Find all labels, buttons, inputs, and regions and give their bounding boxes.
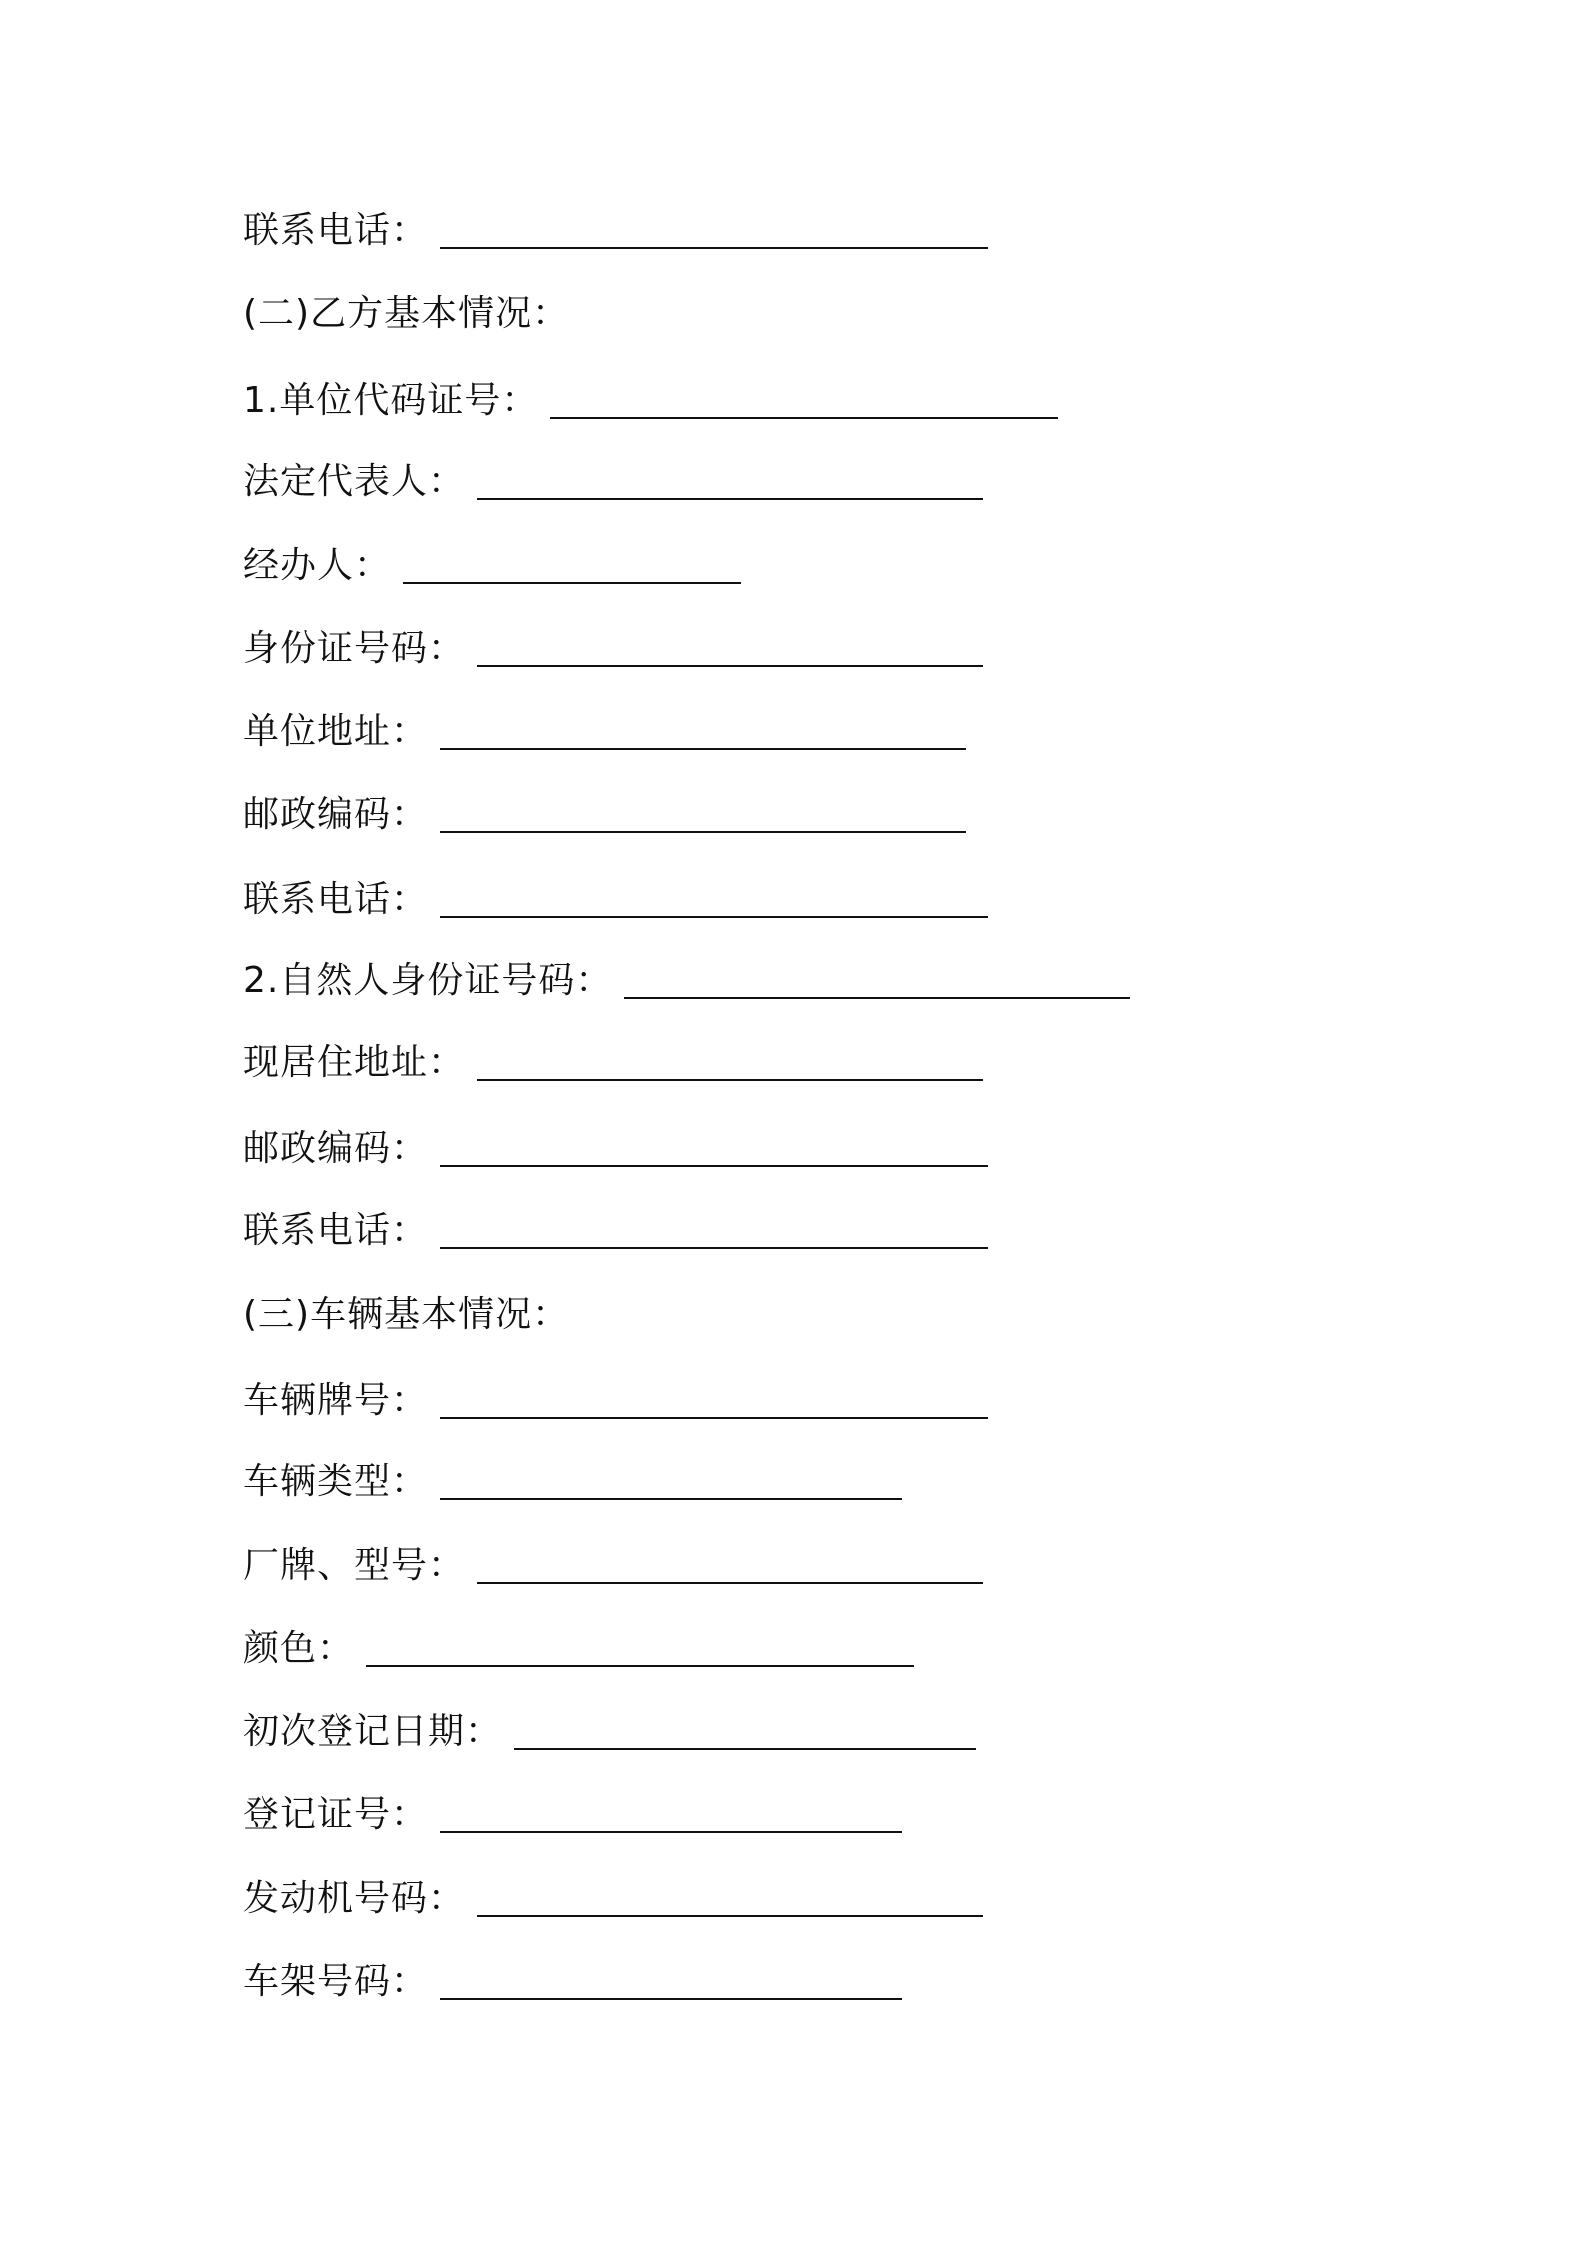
fill-in-blank [366,1665,914,1667]
field-label: 单位地址： [243,711,429,752]
fill-in-blank [440,247,988,249]
fill-in-blank [477,665,983,667]
agent-line [243,540,741,588]
field-label: 车辆牌号： [243,1380,429,1421]
fill-in-blank [477,1582,983,1584]
fill-in-blank [440,1417,988,1419]
field-label: 联系电话： [243,1210,429,1251]
contact-phone-line-3 [243,1205,988,1253]
fill-in-blank [514,1748,976,1750]
first-registration-date-line [243,1706,976,1754]
residential-address-line [243,1037,983,1085]
brand-model-line [243,1540,983,1588]
registration-number-line [243,1789,902,1837]
fill-in-blank [624,997,1130,999]
plate-number-line [243,1375,988,1423]
field-label: 发动机号码： [243,1878,466,1919]
fill-in-blank [440,748,966,750]
field-label: 登记证号： [243,1794,429,1835]
fill-in-blank [550,417,1058,419]
field-label: 2.自然人身份证号码： [243,960,613,1001]
field-label: 经办人： [243,545,392,586]
section-heading: (二)乙方基本情况： [243,293,570,334]
vehicle-type-line [243,1456,902,1504]
field-label: 联系电话： [243,879,429,920]
fill-in-blank [440,1998,902,2000]
color-line [243,1623,914,1671]
contact-phone-line-1 [243,205,988,253]
frame-number-line [243,1956,902,2004]
unit-address-line [243,706,966,754]
postal-code-line-1 [243,789,966,837]
field-label: 厂牌、型号： [243,1545,466,1586]
field-label: 联系电话： [243,210,429,251]
fill-in-blank [477,1915,983,1917]
field-label: 颜色： [243,1628,355,1669]
field-label: 车架号码： [243,1961,429,2002]
fill-in-blank [440,916,988,918]
fill-in-blank [440,1165,988,1167]
unit-code-line [243,375,1058,423]
field-label: 1.单位代码证号： [243,380,539,421]
field-label: 现居住地址： [243,1042,466,1083]
contact-phone-line-2 [243,874,988,922]
field-label: 邮政编码： [243,794,429,835]
engine-number-line [243,1873,983,1921]
natural-person-id-line [243,955,1130,1003]
legal-representative-line [243,456,983,504]
section-heading: (三)车辆基本情况： [243,1294,570,1335]
id-number-line [243,623,983,671]
field-label: 邮政编码： [243,1128,429,1169]
fill-in-blank [403,582,741,584]
fill-in-blank [477,498,983,500]
fill-in-blank [440,831,966,833]
fill-in-blank [440,1831,902,1833]
section-heading-vehicle [243,1289,569,1337]
field-label: 车辆类型： [243,1461,429,1502]
field-label: 法定代表人： [243,461,466,502]
fill-in-blank [477,1079,983,1081]
fill-in-blank [440,1498,902,1500]
postal-code-line-2 [243,1123,988,1171]
field-label: 身份证号码： [243,628,466,669]
field-label: 初次登记日期： [243,1711,503,1752]
fill-in-blank [440,1247,988,1249]
section-heading-party-b [243,288,569,336]
